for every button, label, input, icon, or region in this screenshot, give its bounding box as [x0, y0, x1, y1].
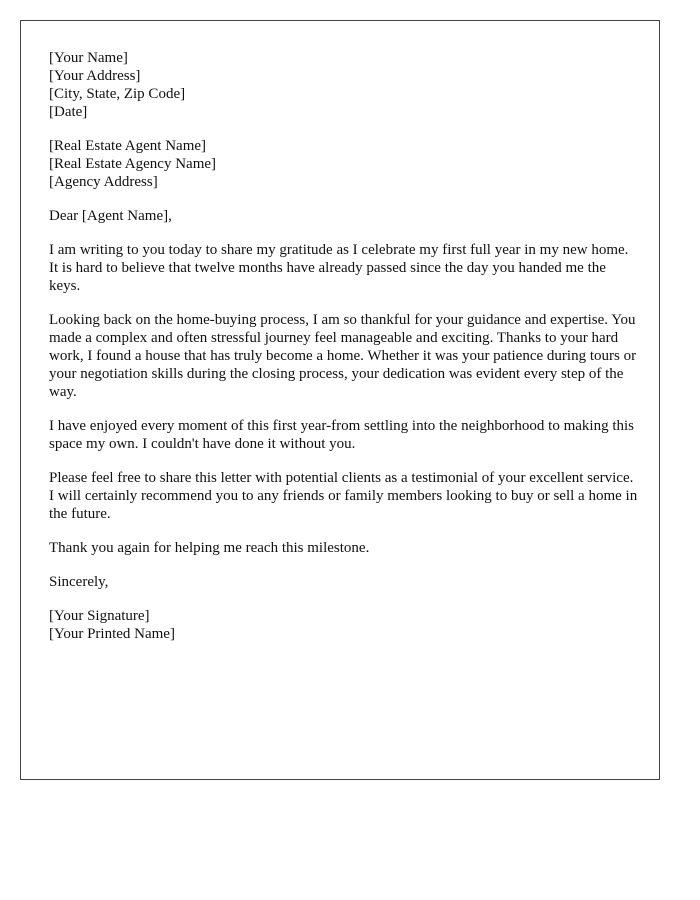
- signature-block: [49, 607, 639, 643]
- paragraph-first-year: I have enjoyed every moment of this first year-from settling into the neighborhood to making this space my own. I couldn't have done it without you.: [49, 418, 634, 452]
- paragraph-testimonial: Please feel free to share this letter with potential clients as a testimonial of your excellent service. I will certainly recommend you to any friends or family members looking to buy or sell a home in the future.: [49, 470, 638, 522]
- recipient-agency-name: [Real Estate Agency Name]: [49, 156, 217, 172]
- recipient-agency-address: [Agency Address]: [49, 174, 158, 190]
- signature-line: [Your Signature]: [49, 608, 150, 624]
- sender-name: [Your Name]: [49, 50, 128, 66]
- sender-city-state-zip: [City, State, Zip Code]: [49, 86, 186, 102]
- letter-body: [49, 49, 639, 643]
- paragraph-guidance: Looking back on the home-buying process, I am so thankful for your guidance and expertise. You made a complex and often stressful journey feel manageable and exciting. Thanks to your hard work, I found a house that has truly become a home. Whether it was your patience during tours or your negotiation skills during the closing process, your dedication was evident every step of the way.: [49, 312, 637, 400]
- sender-block: [49, 49, 639, 121]
- paragraph-thanks: Thank you again for helping me reach this milestone.: [49, 540, 370, 556]
- salutation: Dear [Agent Name],: [49, 208, 172, 224]
- printed-name: [Your Printed Name]: [49, 626, 175, 642]
- letter-date: [Date]: [49, 104, 88, 120]
- sender-address: [Your Address]: [49, 68, 141, 84]
- paragraph-gratitude: I am writing to you today to share my gratitude as I celebrate my first full year in my new home. It is hard to believe that twelve months have already passed since the day you handed me the keys.: [49, 242, 629, 294]
- closing: Sincerely,: [49, 574, 109, 590]
- letter-page: [20, 20, 660, 780]
- recipient-block: [49, 137, 639, 191]
- recipient-agent-name: [Real Estate Agent Name]: [49, 138, 207, 154]
